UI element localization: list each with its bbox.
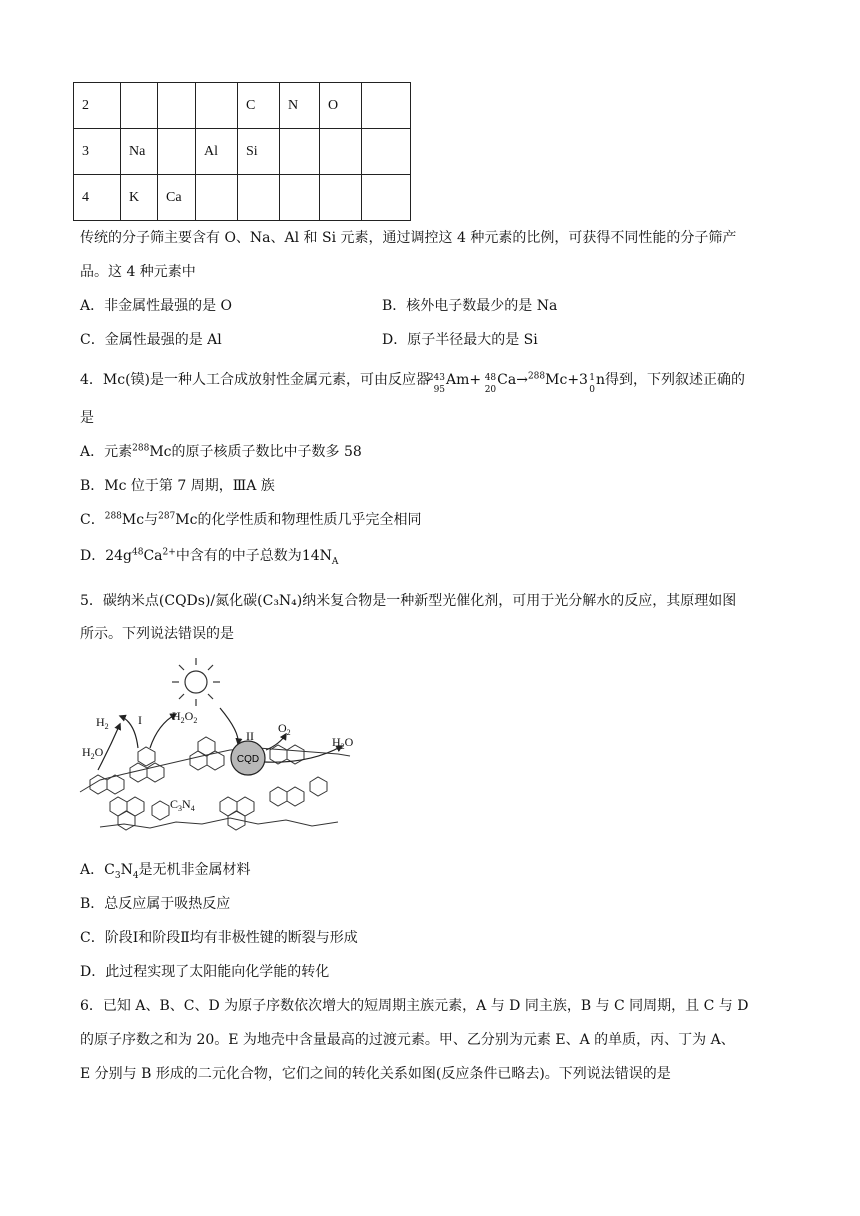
q4-option-b: B．Mc 位于第 7 周期，ⅢA 族 <box>80 478 275 494</box>
ca-mass: 48 <box>484 373 497 383</box>
element-cell: K <box>121 175 158 221</box>
q4-stem-line1 <box>80 370 745 395</box>
mc-mass: 288 <box>527 371 546 382</box>
am-symbol: Am <box>446 372 470 388</box>
q3-stem-line2: 品。这 4 种元素中 <box>80 264 196 280</box>
c3n4-sheet <box>80 737 350 830</box>
option-a-mass: 288 <box>132 443 150 454</box>
element-cell: Si <box>238 129 280 175</box>
element-cell <box>158 129 196 175</box>
option-a-mid: N <box>120 862 133 878</box>
q5-option-b: B．总反应属于吸热反应 <box>80 896 231 912</box>
option-d-symbol: Ca <box>143 548 163 564</box>
n-z: 0 <box>589 385 595 395</box>
option-c-prefix: C． <box>80 512 105 528</box>
q3-option-a: A．非金属性最强的是 O <box>80 298 233 314</box>
ca-symbol: Ca <box>497 372 517 388</box>
option-c-mid: 与 <box>144 512 159 528</box>
ca-nuclide-prefix <box>481 370 497 395</box>
h2-label: $H_2$ <box>96 715 109 731</box>
option-c-mass1: 288 <box>104 511 122 522</box>
h2o-right-label: $H_2O$ <box>332 735 354 751</box>
period-cell: 2 <box>74 83 121 129</box>
n-symbol: n <box>595 372 605 388</box>
q5-stem-line1: 5．碳纳米点(CQDs)/氮化碳(C₃N₄)纳米复合物是一种新型光催化剂，可用于光分解水的反应，其原理如图 <box>80 593 737 609</box>
q6-line1: 6．已知 A、B、C、D 为原子序数依次增大的短周期主族元素，A 与 D 同主族，B 与 C 同周期，且 C 与 D <box>80 998 749 1014</box>
element-cell: Ca <box>158 175 196 221</box>
mc-symbol: Mc <box>545 372 568 388</box>
option-a-symbol: Mc <box>149 444 172 460</box>
q4-stem-line2: 是 <box>80 410 94 426</box>
plus-sign: + <box>469 372 482 388</box>
period-cell: 4 <box>74 175 121 221</box>
option-d-number: 14N <box>301 548 332 564</box>
table-row <box>74 175 411 221</box>
photocatalysis-diagram <box>80 652 354 842</box>
am-mass: 243 <box>427 373 446 383</box>
q4-stem-pre: 4．Mc(镆)是一种人工合成放射性金属元素，可由反应器 <box>80 372 431 388</box>
element-cell <box>362 129 411 175</box>
option-d-charge: 2+ <box>162 547 176 558</box>
option-d-mass: 48 <box>132 547 144 558</box>
stage-ii-label: II <box>246 729 254 743</box>
sun-icon <box>172 658 220 706</box>
q5-option-c: C．阶段Ⅰ和阶段Ⅱ均有非极性键的断裂与形成 <box>80 930 358 946</box>
am-nuclide-prefix <box>427 370 446 395</box>
option-a-prefix: A．元素 <box>80 444 133 460</box>
element-cell <box>320 175 362 221</box>
element-cell <box>238 175 280 221</box>
option-d-prefix: D．24g <box>80 548 133 564</box>
element-cell <box>362 175 411 221</box>
table-row <box>74 83 411 129</box>
reaction-arrow: → <box>516 372 528 388</box>
q4-stem-post: 得到，下列叙述正确的 <box>604 372 745 388</box>
element-cell <box>280 175 320 221</box>
q4-option-a <box>80 442 362 462</box>
element-cell: O <box>320 83 362 129</box>
reaction-arrows <box>98 708 342 770</box>
plus-three: +3 <box>567 372 588 388</box>
h2o2-label: $H_2O_2$ <box>172 709 198 725</box>
ca-z: 20 <box>484 385 497 395</box>
option-a-text: 是无机非金属材料 <box>138 862 251 878</box>
element-cell <box>320 129 362 175</box>
q3-option-c: C．金属性最强的是 Al <box>80 332 222 348</box>
n-mass: 1 <box>589 373 595 383</box>
element-cell: C <box>238 83 280 129</box>
element-cell <box>196 83 238 129</box>
option-a-sub2: 4 <box>132 870 139 881</box>
option-c-mass2: 287 <box>158 511 176 522</box>
element-cell: Na <box>121 129 158 175</box>
c3n4-label: $C_3N_4$ <box>170 797 195 813</box>
q3-option-b: B．核外电子数最少的是 Na <box>382 298 558 314</box>
q6-line2: 的原子序数之和为 20。E 为地壳中含量最高的过渡元素。甲、乙分别为元素 E、A 的单质，丙、丁为 A、 <box>80 1032 735 1048</box>
option-a-prefix: A．C <box>80 862 115 878</box>
option-c-symbol2: Mc <box>175 512 198 528</box>
element-cell: N <box>280 83 320 129</box>
option-c-symbol1: Mc <box>121 512 145 528</box>
q3-stem-line1: 传统的分子筛主要含有 O、Na、Al 和 Si 元素，通过调控这 4 种元素的比例，可获得不同性能的分子筛产 <box>80 230 737 246</box>
option-d-sub: A <box>331 556 339 567</box>
stage-i-label: I <box>138 713 142 727</box>
q5-option-a <box>80 860 251 880</box>
element-cell <box>280 129 320 175</box>
element-cell <box>362 83 411 129</box>
cqd-label: CQD <box>236 754 260 765</box>
periodic-table-fragment <box>73 82 411 221</box>
q3-option-d: D．原子半径最大的是 Si <box>382 332 538 348</box>
element-cell <box>121 83 158 129</box>
q6-line3: E 分别与 B 形成的二元化合物，它们之间的转化关系如图(反应条件已略去)。下列说法错误的是 <box>80 1066 671 1082</box>
q5-stem-line2: 所示。下列说法错误的是 <box>80 626 234 642</box>
table-row <box>74 129 411 175</box>
am-z: 95 <box>433 385 446 395</box>
option-a-text: 的原子核质子数比中子数多 58 <box>171 444 362 460</box>
o2-label: $O_2$ <box>278 721 291 737</box>
element-cell <box>196 175 238 221</box>
h2o-left-label: $H_2O$ <box>82 745 104 761</box>
option-c-text: 的化学性质和物理性质几乎完全相同 <box>197 512 422 528</box>
period-cell: 3 <box>74 129 121 175</box>
q5-option-d: D．此过程实现了太阳能向化学能的转化 <box>80 964 330 980</box>
n-nuclide-prefix <box>588 370 596 395</box>
element-cell <box>158 83 196 129</box>
option-a-sub1: 3 <box>114 870 121 881</box>
option-d-mid: 中含有的中子总数为 <box>175 548 302 564</box>
element-cell: Al <box>196 129 238 175</box>
q4-option-d <box>80 546 338 566</box>
q4-option-c <box>80 510 421 530</box>
